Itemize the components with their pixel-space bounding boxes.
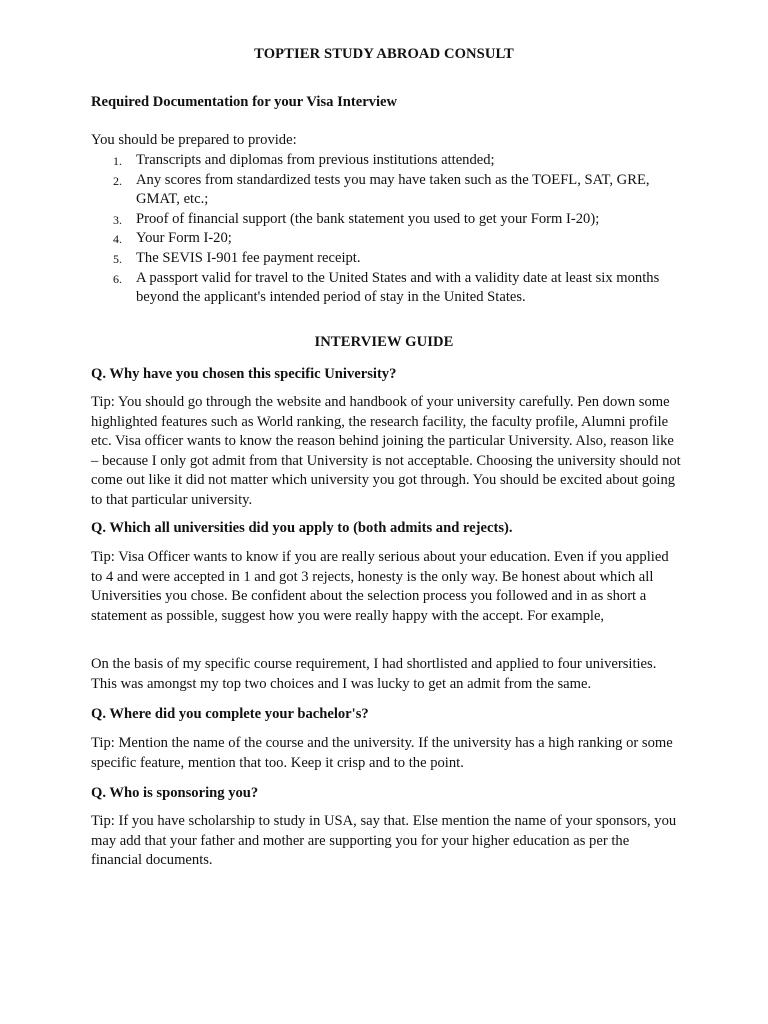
list-item-text: Proof of financial support (the bank statement you used to get your Form I-20); xyxy=(136,210,600,227)
list-item-number: 3. xyxy=(113,212,122,227)
question-2: Q. Which all universities did you apply to (both admits and rejects). xyxy=(91,520,513,536)
interview-guide-heading: INTERVIEW GUIDE xyxy=(314,334,454,350)
list-item xyxy=(91,210,691,230)
list-item xyxy=(91,171,691,210)
list-item-text: Your Form I-20; xyxy=(136,230,232,247)
list-item xyxy=(91,249,691,269)
document-title: TOPTIER STUDY ABROAD CONSULT xyxy=(254,46,514,62)
list-item xyxy=(91,269,691,308)
list-item-text: Transcripts and diplomas from previous institutions attended; xyxy=(136,152,495,168)
list-item-text: A passport valid for travel to the United States and with a validity date at least six months beyond the applicant's intended period of stay in the United States. xyxy=(136,269,660,306)
visa-docs-heading: Required Documentation for your Visa Interview xyxy=(91,94,398,110)
tip-3: Tip: Mention the name of the course and the university. If the university has a high ranking or some specific feature, mention that too. Keep it crisp and to the point. xyxy=(91,735,673,771)
tip-2: Tip: Visa Officer wants to know if you are really serious about your education. Even if you applied to 4 and were accepted in 1 and got 3 rejects, honesty is the only way. Be honest about which all Universities you chose. Be confident about the selection process you followed and in as short a statement as possible, suggest how you were really happy with the accept. For example, xyxy=(91,549,669,624)
question-1: Q. Why have you chosen this specific University? xyxy=(91,366,397,382)
list-item-number: 1. xyxy=(113,154,122,168)
question-4: Q. Who is sponsoring you? xyxy=(91,785,259,801)
list-item-number: 6. xyxy=(113,271,122,286)
list-item xyxy=(91,229,691,249)
requirements-list xyxy=(91,151,691,308)
example-answer: On the basis of my specific course requirement, I had shortlisted and applied to four universities. This was amongst my top two choices and I was lucky to get an admit from the same. xyxy=(91,656,657,692)
list-item-number: 5. xyxy=(113,251,122,266)
list-item xyxy=(91,151,691,171)
tip-4: Tip: If you have scholarship to study in USA, say that. Else mention the name of your sponsors, you may add that your father and mother are supporting you for your higher education as per the financial documents. xyxy=(91,813,677,869)
list-item-text: Any scores from standardized tests you may have taken such as the TOEFL, SAT, GRE, GMAT, etc.; xyxy=(136,171,650,208)
list-item-number: 4. xyxy=(113,232,122,247)
question-3: Q. Where did you complete your bachelor's? xyxy=(91,706,369,722)
list-item-number: 2. xyxy=(113,173,122,188)
intro-text: You should be prepared to provide: xyxy=(91,132,297,148)
list-item-text: The SEVIS I-901 fee payment receipt. xyxy=(136,249,361,266)
tip-1: Tip: You should go through the website and handbook of your university carefully. Pen down some highlighted features such as World ranking, the research facility, the faculty profile, Alumni profile etc. Visa officer wants to know the reason behind joining the particular University. Also, reason like – because I only got admit from that University is not acceptable. Choosing the university should not come out like it did not matter which university you got through. You should be excited about going to that particular university. xyxy=(91,394,681,508)
